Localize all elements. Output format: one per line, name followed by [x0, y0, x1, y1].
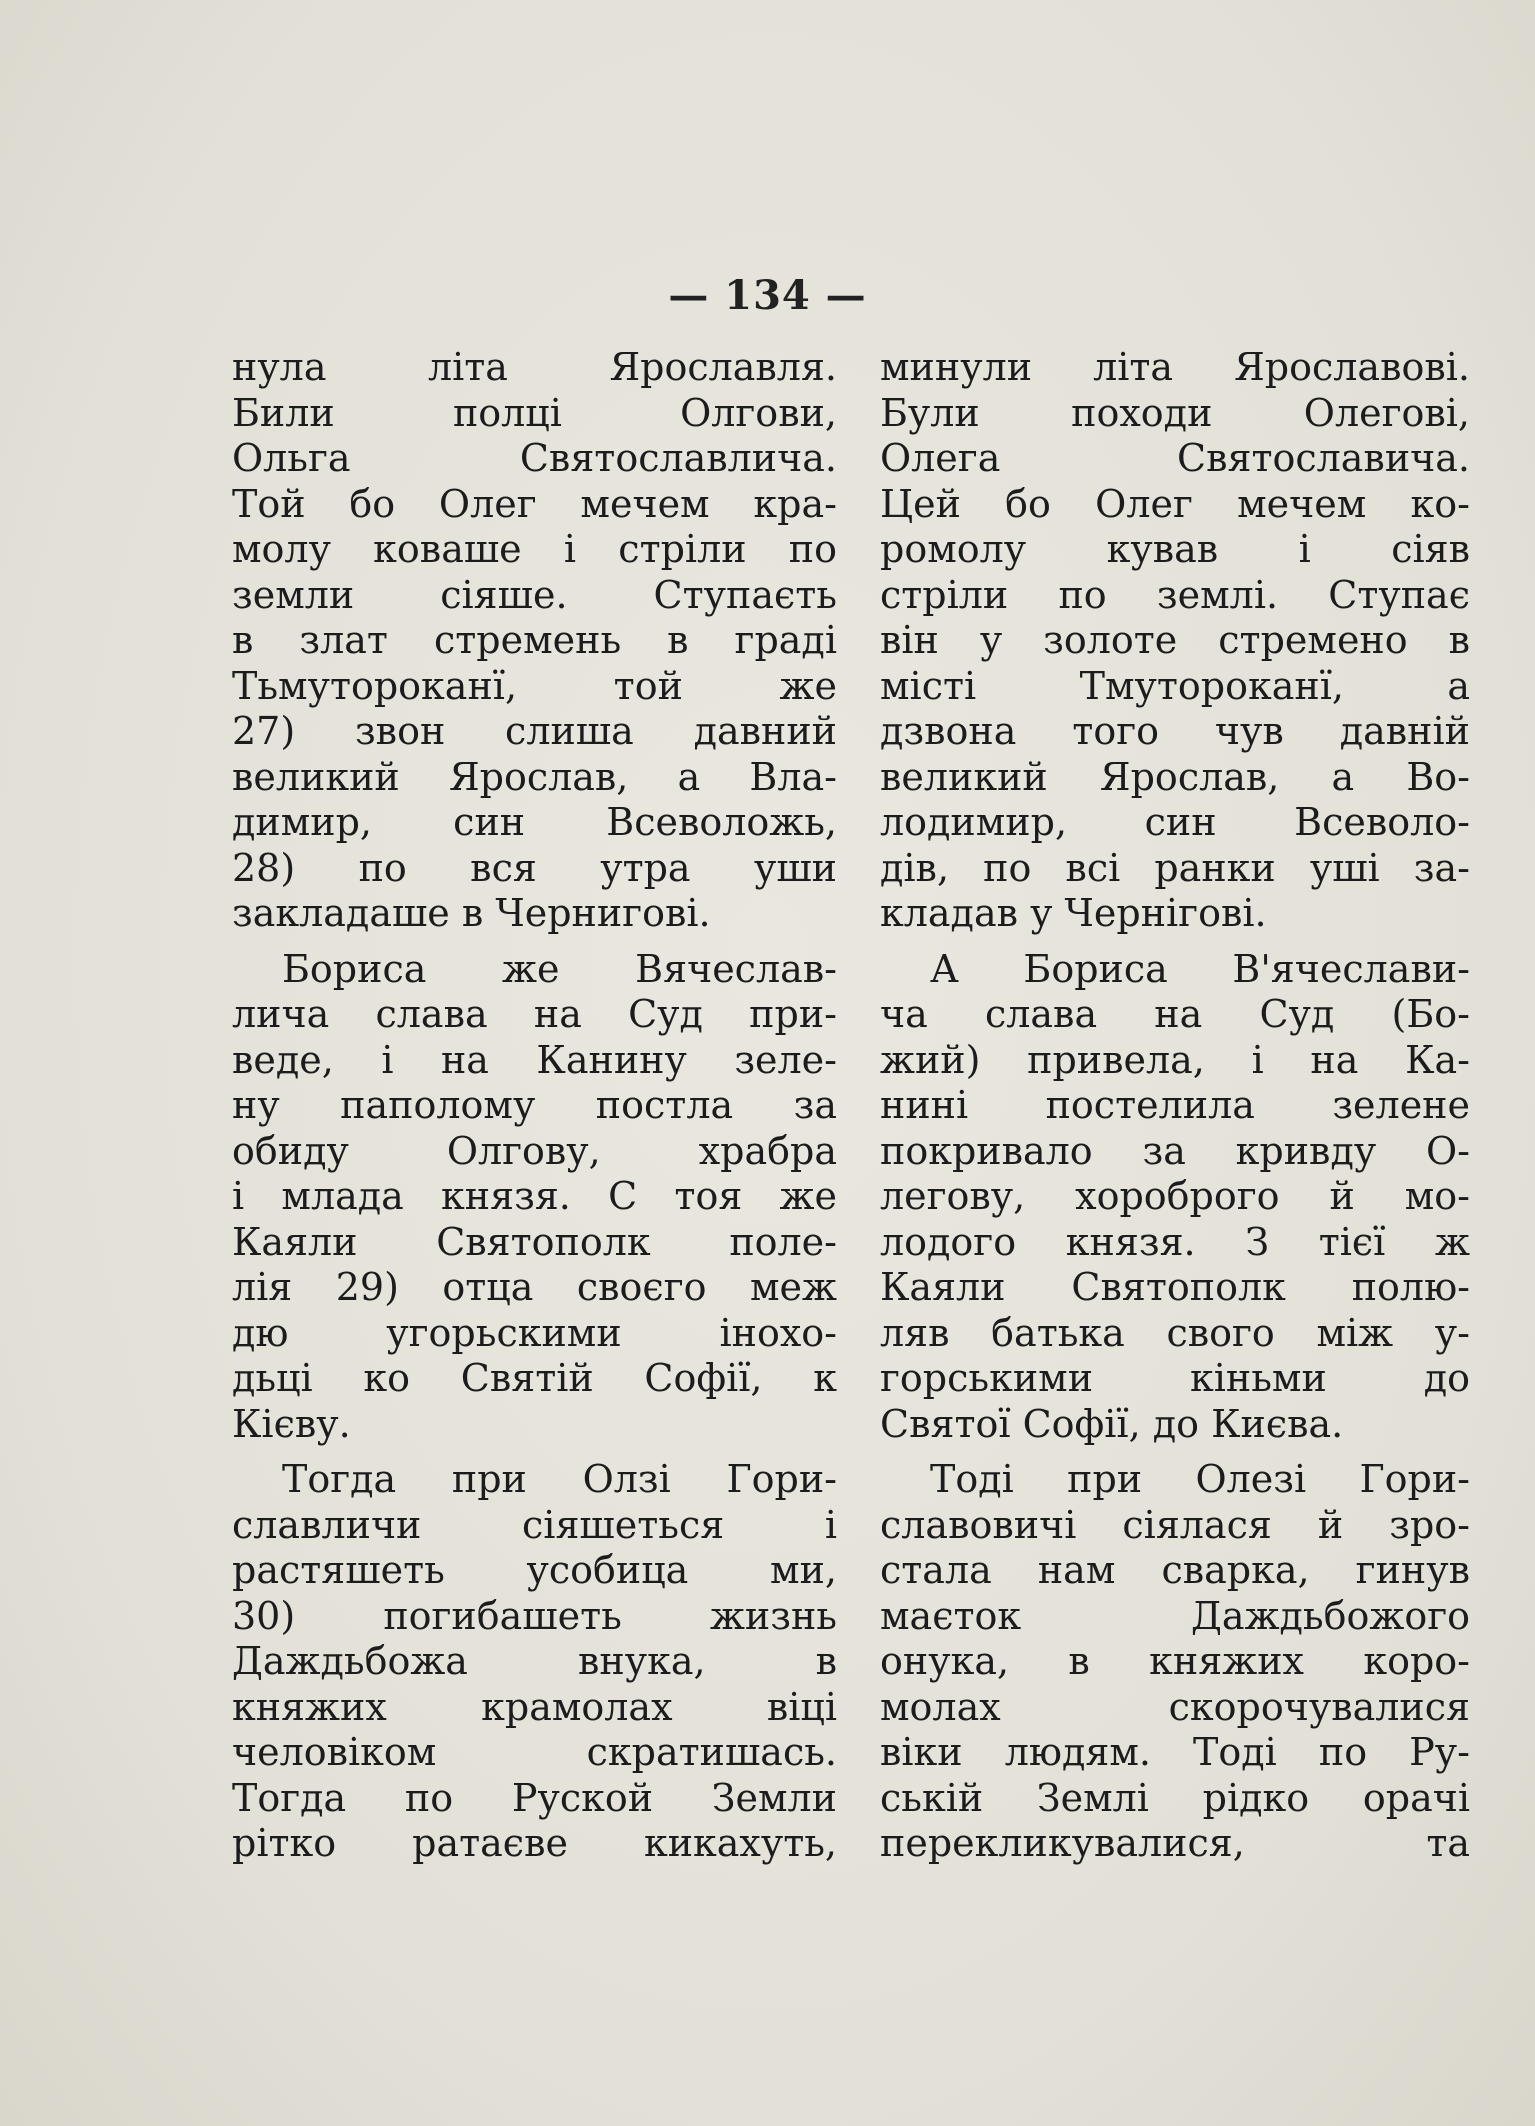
right-text-line: нині постелила зелене: [880, 1083, 1470, 1127]
left-text-line: Тогда при Олзі Гори-: [282, 1457, 837, 1501]
right-text-line: ляв батька свого між у-: [880, 1310, 1470, 1355]
right-text-line: стала нам сварка, гинув: [880, 1548, 1470, 1592]
left-text-line: 30) погибашеть жизнь: [232, 1593, 837, 1638]
right-text-line: горськими кіньми до: [880, 1356, 1470, 1400]
right-text-line: стріли по землі. Ступає: [880, 572, 1470, 617]
right-text-line: він у золоте стремено в: [880, 618, 1470, 662]
right-text-line: маєток Даждьбожого: [880, 1593, 1470, 1638]
right-text-line: великий Ярослав, а Во-: [880, 754, 1470, 799]
left-text-line: нула літа Ярославля.: [232, 345, 837, 389]
left-text-line: Били полці Олгови,: [232, 390, 837, 435]
left-text-line: ну паполому постла за: [232, 1083, 837, 1127]
right-text-line: перекликувалися, та: [880, 1821, 1470, 1865]
left-text-line: Той бо Олег мечем кра-: [232, 481, 837, 526]
right-text-line: Були походи Олегові,: [880, 390, 1470, 435]
right-text-line: Святої Софії, до Києва.: [880, 1401, 1344, 1446]
left-text-line: рітко ратаєве кикахуть,: [232, 1821, 837, 1865]
left-text-line: лія 29) отца своєго меж: [232, 1265, 837, 1309]
right-paragraph: [880, 1457, 1470, 1867]
right-text-line: дів, по всі ранки уші за-: [880, 845, 1470, 890]
left-text-line: Ольга Святославлича.: [232, 436, 837, 480]
right-text-line: покривало за кривду О-: [880, 1128, 1470, 1173]
left-text-line: растяшеть усобица ми,: [232, 1548, 837, 1592]
right-text-line: минули літа Ярославові.: [880, 345, 1470, 389]
left-text-line: дю угорьскими інохо-: [232, 1310, 837, 1355]
right-text-line: Цей бо Олег мечем ко-: [880, 481, 1470, 526]
left-column-original-text: [232, 345, 837, 1867]
right-text-line: кладав у Чернігові.: [880, 891, 1267, 935]
right-text-line: жий) привела, і на Ка-: [880, 1037, 1470, 1082]
right-text-line: Тоді при Олезі Гори-: [930, 1457, 1470, 1501]
right-text-line: А Бориса В'ячеслави-: [930, 946, 1470, 991]
right-paragraph: [880, 947, 1470, 1448]
left-text-line: Бориса же Вячеслав-: [282, 946, 837, 991]
left-text-line: Тьмутороканї, той же: [232, 663, 837, 708]
right-text-line: лодого князя. З тієї ж: [880, 1219, 1470, 1264]
right-text-line: дзвона того чув давній: [880, 709, 1470, 753]
page-number: — 134 —: [668, 272, 867, 319]
right-column-translation: [880, 345, 1470, 1867]
right-paragraph: [880, 345, 1470, 937]
left-paragraph: [232, 947, 837, 1448]
right-text-line: ській Землі рідко орачі: [880, 1775, 1470, 1820]
left-text-line: лича слава на Суд при-: [232, 992, 837, 1036]
right-text-line: ромолу кував і сіяв: [880, 527, 1470, 571]
left-text-line: в злат стремень в граді: [232, 618, 837, 662]
left-text-line: і млада князя. С тоя же: [232, 1174, 837, 1218]
left-text-line: великий Ярослав, а Вла-: [232, 754, 837, 799]
left-text-line: Кієву.: [232, 1401, 351, 1446]
left-paragraph: [232, 1457, 837, 1867]
right-text-line: лодимир, син Всеволо-: [880, 800, 1470, 844]
right-text-line: Каяли Святополк полю-: [880, 1265, 1470, 1309]
left-text-line: молу коваше і стріли по: [232, 527, 837, 571]
left-text-line: 28) по вся утра уши: [232, 845, 837, 890]
right-text-line: віки людям. Тоді по Ру-: [880, 1730, 1470, 1774]
left-text-line: 27) звон слиша давний: [232, 709, 837, 753]
left-paragraph: [232, 345, 837, 937]
left-text-line: Каяли Святополк поле-: [232, 1219, 837, 1264]
left-text-line: Даждьбожа внука, в: [232, 1639, 837, 1683]
left-text-line: закладаше в Чернигові.: [232, 891, 711, 935]
left-text-line: княжих крамолах віці: [232, 1684, 837, 1729]
left-text-line: земли сіяше. Ступаєть: [232, 572, 837, 617]
left-text-line: Тогда по Руской Земли: [232, 1775, 837, 1820]
right-text-line: онука, в княжих коро-: [880, 1639, 1470, 1683]
right-text-line: місті Тмутороканї, а: [880, 663, 1470, 708]
right-text-line: Олега Святославича.: [880, 436, 1470, 480]
left-text-line: обиду Олгову, храбра: [232, 1128, 837, 1173]
left-text-line: славличи сіяшеться і: [232, 1502, 837, 1547]
left-text-line: димир, син Всеволожь,: [232, 800, 837, 844]
right-text-line: легову, хороброго й мо-: [880, 1174, 1470, 1218]
right-text-line: ча слава на Суд (Бо-: [880, 992, 1470, 1036]
left-text-line: веде, і на Канину зеле-: [232, 1037, 837, 1082]
left-text-line: дьці ко Святій Софії, к: [232, 1356, 837, 1400]
right-text-line: молах скорочувалися: [880, 1684, 1470, 1729]
left-text-line: человіком скратишась.: [232, 1730, 837, 1774]
right-text-line: славовичі сіялася й зро-: [880, 1502, 1470, 1547]
